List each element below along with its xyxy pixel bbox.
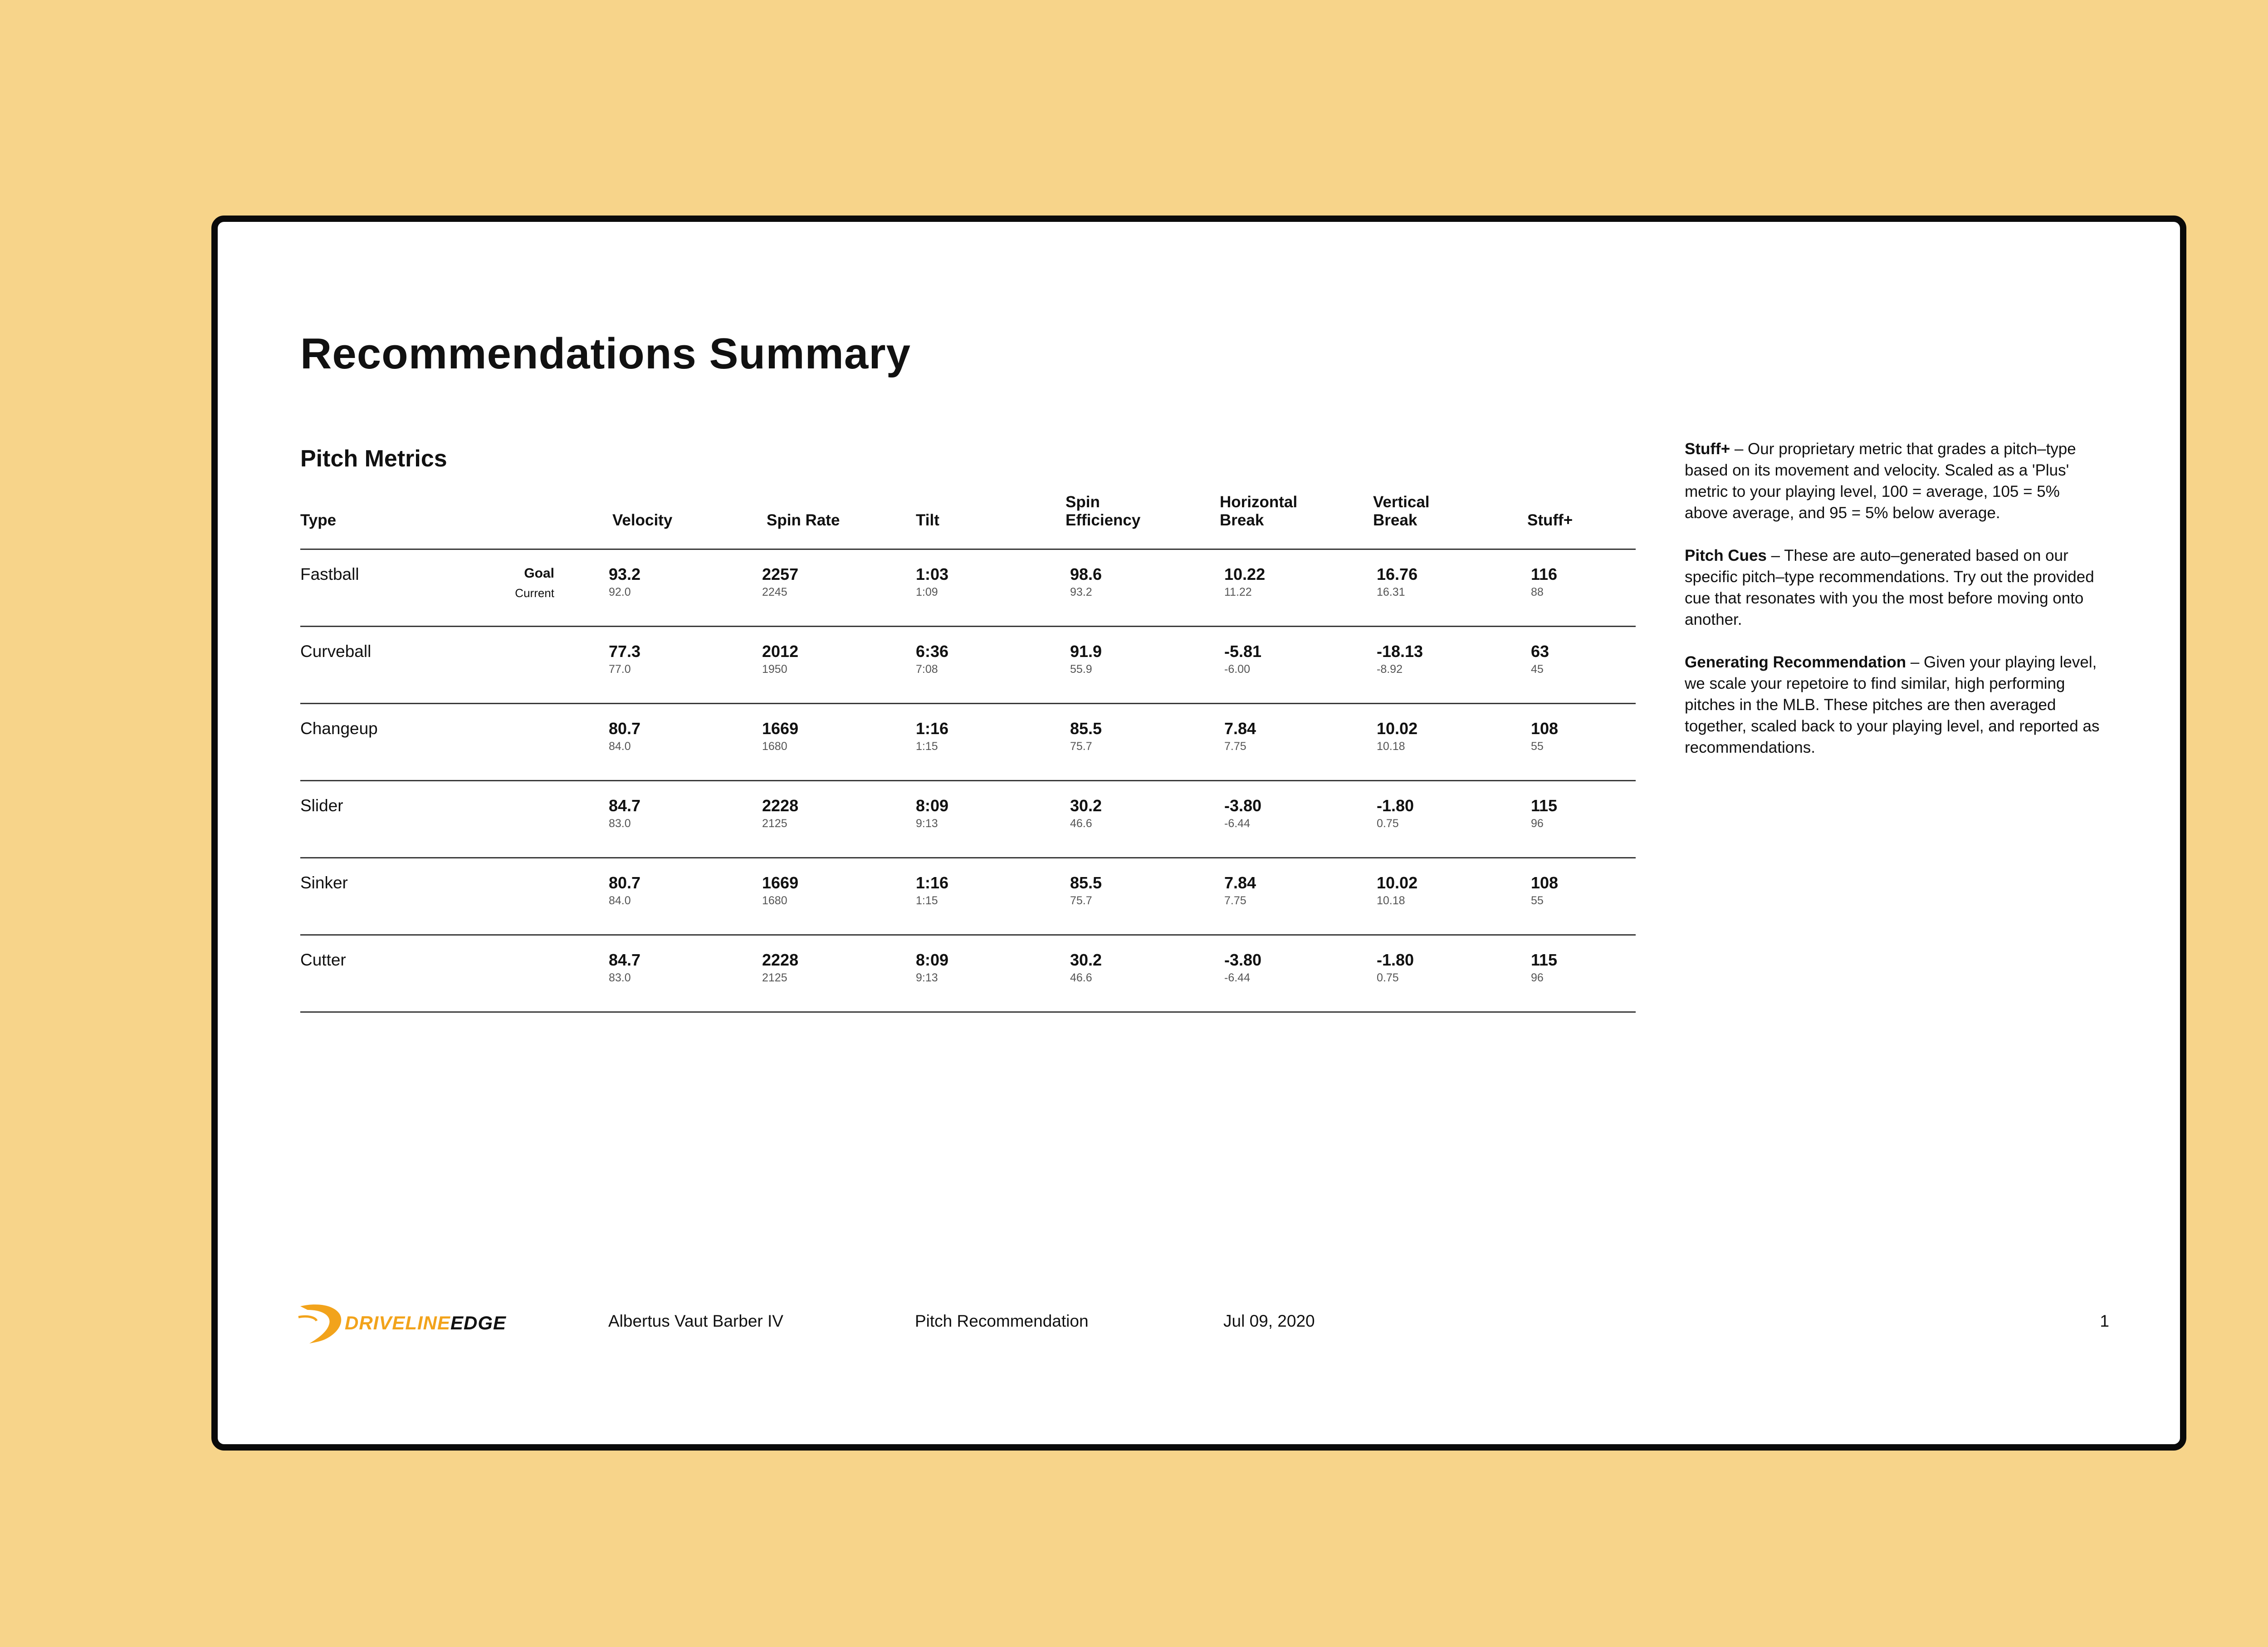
current-value: 55 [1531, 740, 1544, 753]
current-value: 83.0 [609, 971, 631, 984]
current-value: 83.0 [609, 817, 631, 830]
spin-efficiency-cell [1070, 565, 1206, 600]
vertical-break-cell [1377, 720, 1513, 754]
current-value: 11.22 [1224, 586, 1252, 598]
note-text: – Given your playing level, we scale your repetoire to find similar, high performing pitches in the MLB. These pitches are then averaged together, scaled back to your playing level, and reported as recommendations. [1685, 653, 2100, 756]
current-value: 1:09 [916, 586, 938, 598]
section-title: Pitch Metrics [300, 446, 447, 472]
note-text: – Our proprietary metric that grades a pitch–type based on its movement and velocity. Scaled as a 'Plus' metric to your playing level, 100 = average, 105 = 5% above average, and 95 = 5% below average. [1685, 440, 2076, 522]
goal-value: -3.80 [1224, 951, 1262, 969]
tilt-cell [916, 797, 1052, 831]
goal-value: 2228 [762, 796, 799, 815]
goal-value: 84.7 [609, 796, 641, 815]
pitch-type: Cutter [300, 951, 346, 969]
tilt-cell [916, 642, 1052, 677]
current-value: 84.0 [609, 740, 631, 753]
goal-value: 30.2 [1070, 796, 1102, 815]
spin-efficiency-cell [1070, 797, 1206, 831]
tilt-cell [916, 565, 1052, 600]
note-stuff-plus [1685, 438, 2102, 524]
table-row [300, 858, 1636, 936]
header-horizontal-break: Horizontal Break [1220, 493, 1298, 529]
current-value: 1:15 [916, 740, 938, 753]
goal-value: 1:16 [916, 873, 949, 892]
tilt-cell [916, 720, 1052, 754]
vertical-break-cell [1377, 642, 1513, 677]
goal-value: 85.5 [1070, 719, 1102, 738]
table-row [300, 550, 1636, 627]
velocity-cell [609, 797, 745, 831]
header-tilt: Tilt [916, 511, 939, 529]
horizontal-break-cell [1224, 874, 1360, 908]
goal-value: 2012 [762, 642, 799, 661]
current-value: 1950 [762, 663, 787, 676]
wing-logo-icon [298, 1302, 347, 1344]
note-generating-recommendation [1685, 652, 2102, 758]
horizontal-break-cell [1224, 720, 1360, 754]
goal-value: -1.80 [1377, 796, 1414, 815]
vertical-break-cell [1377, 797, 1513, 831]
goal-value: 10.02 [1377, 719, 1418, 738]
stuff-plus-cell [1531, 720, 1667, 754]
page-number: 1 [2100, 1312, 2109, 1330]
goal-value: 7.84 [1224, 873, 1256, 892]
horizontal-break-cell [1224, 951, 1360, 985]
logo-wordmark [345, 1312, 506, 1334]
goal-value: -18.13 [1377, 642, 1423, 661]
table-row [300, 936, 1636, 1013]
goal-value: -5.81 [1224, 642, 1262, 661]
goal-value: 7.84 [1224, 719, 1256, 738]
vertical-break-cell [1377, 565, 1513, 600]
current-label: Current [515, 586, 554, 600]
goal-value: -3.80 [1224, 796, 1262, 815]
current-value: 84.0 [609, 894, 631, 907]
current-value: 10.18 [1377, 894, 1405, 907]
horizontal-break-cell [1224, 642, 1360, 677]
report-date: Jul 09, 2020 [1223, 1312, 1315, 1330]
stuff-plus-cell [1531, 874, 1667, 908]
current-value: -6.00 [1224, 663, 1250, 676]
note-term: Pitch Cues [1685, 547, 1767, 564]
velocity-cell [609, 720, 745, 754]
header-velocity: Velocity [612, 511, 673, 529]
goal-value: 2257 [762, 565, 799, 583]
spin-efficiency-cell [1070, 720, 1206, 754]
vertical-break-cell [1377, 951, 1513, 985]
current-value: 55.9 [1070, 663, 1092, 676]
current-value: 46.6 [1070, 971, 1092, 984]
definitions-sidebar [1685, 438, 2102, 779]
goal-value: 116 [1531, 565, 1558, 583]
pitch-type: Sinker [300, 873, 348, 892]
goal-value: -1.80 [1377, 951, 1414, 969]
current-value: 7:08 [916, 663, 938, 676]
spin-efficiency-cell [1070, 951, 1206, 985]
header-vertical-break: Vertical Break [1373, 493, 1430, 529]
note-text: – These are auto–generated based on our specific pitch–type recommendations. Try out the provided cue that resonates with you the most before moving onto another. [1685, 547, 2094, 628]
current-value: 45 [1531, 663, 1544, 676]
vertical-break-cell [1377, 874, 1513, 908]
goal-value: 1669 [762, 719, 799, 738]
goal-value: 108 [1531, 719, 1559, 738]
header-type: Type [300, 511, 337, 529]
goal-value: 115 [1531, 951, 1558, 969]
note-term: Stuff+ [1685, 440, 1730, 458]
current-value: 2245 [762, 586, 787, 598]
velocity-cell [609, 951, 745, 985]
note-term: Generating Recommendation [1685, 653, 1906, 671]
goal-value: 16.76 [1377, 565, 1418, 583]
spin-rate-cell [762, 951, 898, 985]
current-value: 1680 [762, 740, 787, 753]
stuff-plus-cell [1531, 797, 1667, 831]
spin-efficiency-cell [1070, 642, 1206, 677]
current-value: 88 [1531, 586, 1544, 598]
goal-value: 80.7 [609, 873, 641, 892]
current-value: -6.44 [1224, 817, 1250, 830]
goal-value: 10.22 [1224, 565, 1266, 583]
current-value: 10.18 [1377, 740, 1405, 753]
current-value: 1680 [762, 894, 787, 907]
table-row [300, 781, 1636, 858]
horizontal-break-cell [1224, 797, 1360, 831]
current-value: 7.75 [1224, 740, 1246, 753]
current-value: 96 [1531, 817, 1544, 830]
current-value: 55 [1531, 894, 1544, 907]
current-value: 46.6 [1070, 817, 1092, 830]
current-value: 96 [1531, 971, 1544, 984]
spin-rate-cell [762, 720, 898, 754]
current-value: 1:15 [916, 894, 938, 907]
goal-value: 6:36 [916, 642, 949, 661]
driveline-edge-logo [298, 1302, 506, 1344]
tilt-cell [916, 874, 1052, 908]
current-value: 0.75 [1377, 817, 1399, 830]
goal-value: 10.02 [1377, 873, 1418, 892]
spin-efficiency-cell [1070, 874, 1206, 908]
goal-value: 63 [1531, 642, 1549, 661]
table-row [300, 627, 1636, 704]
spin-rate-cell [762, 565, 898, 600]
goal-value: 91.9 [1070, 642, 1102, 661]
tilt-cell [916, 951, 1052, 985]
table-header [300, 492, 1636, 550]
goal-value: 115 [1531, 796, 1558, 815]
current-value: -8.92 [1377, 663, 1403, 676]
current-value: 75.7 [1070, 894, 1092, 907]
report-page [211, 216, 2186, 1451]
pitch-metrics-table [300, 492, 1636, 1013]
header-stuff-plus: Stuff+ [1527, 511, 1573, 529]
stuff-plus-cell [1531, 951, 1667, 985]
goal-value: 1:03 [916, 565, 949, 583]
goal-value: 80.7 [609, 719, 641, 738]
pitch-type: Slider [300, 796, 343, 815]
document-name: Pitch Recommendation [915, 1312, 1089, 1330]
current-value: 7.75 [1224, 894, 1246, 907]
goal-value: 1:16 [916, 719, 949, 738]
note-pitch-cues [1685, 545, 2102, 630]
goal-value: 98.6 [1070, 565, 1102, 583]
goal-value: 85.5 [1070, 873, 1102, 892]
pitch-type: Fastball [300, 565, 359, 583]
velocity-cell [609, 874, 745, 908]
header-spin-rate: Spin Rate [767, 511, 840, 529]
goal-value: 108 [1531, 873, 1559, 892]
goal-value: 93.2 [609, 565, 641, 583]
stuff-plus-cell [1531, 565, 1667, 600]
current-value: 16.31 [1377, 586, 1405, 598]
current-value: 9:13 [916, 817, 938, 830]
current-value: 75.7 [1070, 740, 1092, 753]
goal-value: 8:09 [916, 951, 949, 969]
header-spin-efficiency: Spin Efficiency [1066, 493, 1141, 529]
horizontal-break-cell [1224, 565, 1360, 600]
current-value: 2125 [762, 971, 787, 984]
current-value: 2125 [762, 817, 787, 830]
athlete-name: Albertus Vaut Barber IV [608, 1312, 783, 1330]
current-value: 93.2 [1070, 586, 1092, 598]
current-value: -6.44 [1224, 971, 1250, 984]
goal-value: 84.7 [609, 951, 641, 969]
goal-value: 2228 [762, 951, 799, 969]
goal-value: 8:09 [916, 796, 949, 815]
table-row [300, 704, 1636, 781]
spin-rate-cell [762, 642, 898, 677]
velocity-cell [609, 565, 745, 600]
goal-label: Goal [524, 566, 554, 581]
logo-word-edge: EDGE [450, 1312, 507, 1333]
current-value: 77.0 [609, 663, 631, 676]
logo-word-driveline: DRIVELINE [345, 1312, 451, 1333]
velocity-cell [609, 642, 745, 677]
stuff-plus-cell [1531, 642, 1667, 677]
page-title: Recommendations Summary [300, 329, 911, 378]
current-value: 92.0 [609, 586, 631, 598]
current-value: 9:13 [916, 971, 938, 984]
goal-value: 77.3 [609, 642, 641, 661]
pitch-type: Curveball [300, 642, 371, 661]
current-value: 0.75 [1377, 971, 1399, 984]
spin-rate-cell [762, 797, 898, 831]
spin-rate-cell [762, 874, 898, 908]
pitch-type: Changeup [300, 719, 378, 738]
goal-value: 30.2 [1070, 951, 1102, 969]
goal-value: 1669 [762, 873, 799, 892]
